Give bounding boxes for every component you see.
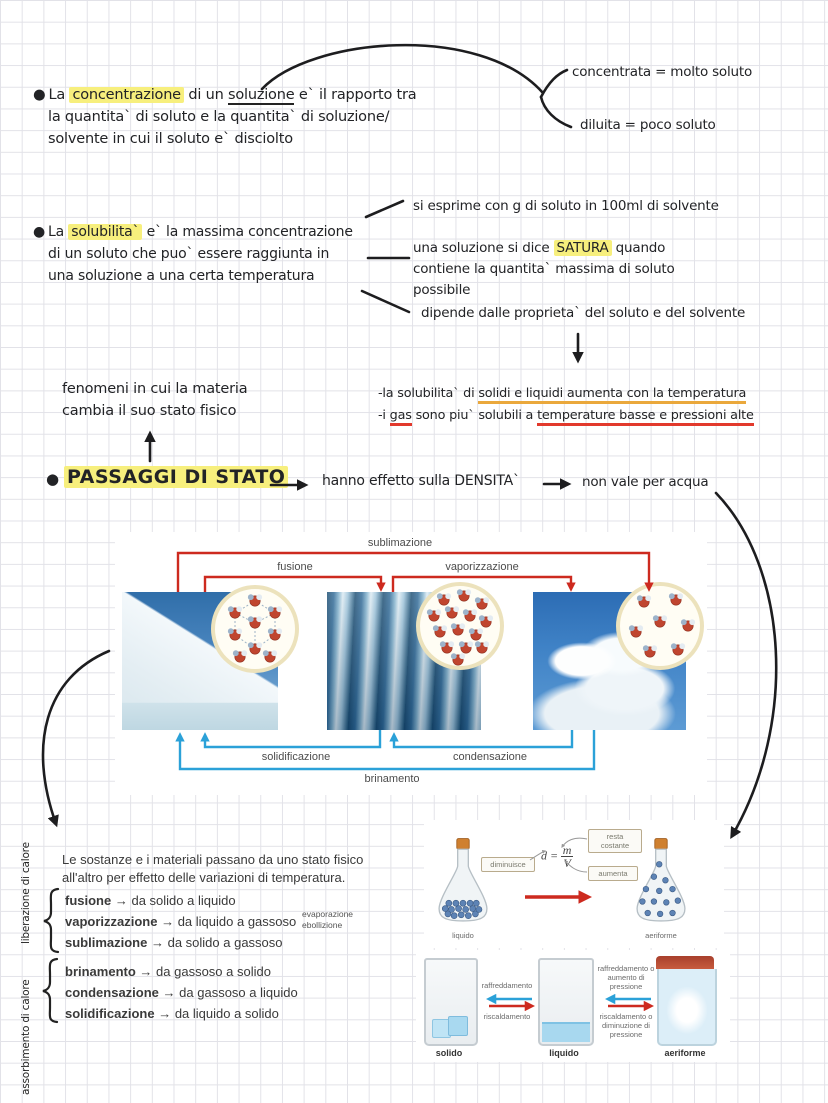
cooling-pressure-label: raffreddamento o aumento di pressione [597,964,655,991]
bullet-icon: ● [33,224,46,240]
density-formula [541,845,573,868]
gas-state-label: aeriforme [664,1048,706,1058]
formula-equals: = [550,848,559,863]
transition-name: condensazione [65,985,159,1000]
formula-m: m [562,843,572,857]
note-text: di un [183,87,228,103]
cooling-label: raffreddamento [481,981,533,990]
water-exception-note: non vale per acqua [582,474,709,490]
transition-row-solidificazione [65,1006,279,1021]
note-text: -la solubilita` di [378,386,479,401]
vaporization-label: vaporizzazione [445,561,519,573]
liquid-beaker [538,958,594,1046]
transition-desc: → da solido a gassoso [150,935,283,950]
heating-pressure-label: riscaldamento o diminuzione di pressione [599,1012,653,1039]
depends-note: dipende dalle proprieta` del soluto e del solvente [421,305,746,321]
note-text: solvente in cui il soluto e` disciolto [48,131,293,147]
right-curved-arrow [716,493,776,836]
liquid-flask [432,836,494,928]
transition-name: vaporizzazione [65,914,158,929]
passaggi-title [64,466,288,488]
concentration-note [33,84,416,150]
highlighted-term: solubilita` [68,224,142,240]
heat-release-label: liberazione di calore [20,842,32,944]
note-text: sono piu` solubili a [411,408,538,423]
transition-row-fusione [65,893,236,908]
orange-underlined-text: solidi e liquidi aumenta con la temperatura [478,386,746,404]
transition-desc: → da liquido a gassoso [161,914,297,929]
note-text: e` la massima concentrazione [142,224,353,240]
note-text: possibile [413,282,471,298]
note-text: cambia il suo stato fisico [62,403,237,419]
connector-line [366,201,403,217]
density-effect-note: hanno effetto sulla DENSITA` [322,473,520,489]
jar-lid [656,956,714,969]
ice-cube [448,1016,468,1036]
transition-name: solidificazione [65,1006,155,1021]
transition-name: fusione [65,893,112,908]
note-text: contiene la quantita` massima di soluto [413,261,675,277]
fusion-label: fusione [277,561,313,573]
side-note-text: evaporazione [302,909,354,919]
transition-desc: → da liquido a solido [158,1006,279,1021]
transition-name: brinamento [65,964,136,979]
note-text: di un soluto che puo` essere raggiunta in [48,246,330,262]
transition-row-vaporizzazione [65,914,296,929]
note-text: La [48,224,69,240]
diluted-label: diluita = poco soluto [580,117,716,133]
highlighted-title: PASSAGGI DI STATO [64,466,288,488]
gas-flask-label: aeriforme [645,931,677,940]
constant-box: resta costante [588,829,642,853]
solubility-note [33,221,353,287]
solid-molecules-inset [209,583,301,675]
jar-body [657,969,717,1046]
solid-state-label: solido [435,1048,463,1058]
note-text: La [48,87,70,103]
brace-group1 [44,889,58,952]
solid-beaker [424,958,478,1046]
bullet-icon: ● [33,87,46,103]
solidification-label: solidificazione [261,751,331,763]
note-text: e` il rapporto tra [294,87,417,103]
underlined-term: soluzione [227,87,295,103]
note-text: fenomeni in cui la materia [62,381,248,397]
transition-row-sublimazione [65,935,283,950]
liquid-flask-label: liquido [452,931,474,940]
side-note-text: ebollizione [302,920,343,930]
note-text: -i [378,408,390,423]
brace-group2 [43,959,57,1022]
heating-label: riscaldamento [483,1012,531,1021]
deposition-label: brinamento [364,773,420,785]
intro-text: all'altro per effetto delle variazioni di temperatura. [62,870,346,885]
liquid-level [542,1022,590,1042]
vaporization-side-note [302,909,353,931]
highlighted-term: SATURA [554,240,612,256]
transition-row-condensazione [65,985,298,1000]
note-text: quando [611,240,666,256]
sublimation-label: sublimazione [367,537,433,549]
note-text: la quantita` di soluto e la quantita` di soluzione/ [48,109,390,125]
saturated-note [413,238,675,301]
formula-v: V [563,856,571,870]
solubility-rules [378,383,754,427]
highlighted-term: concentrazione [69,87,183,103]
transition-desc: → da gassoso a liquido [162,985,298,1000]
liquid-state-label: liquido [549,1048,579,1058]
gas-jar [656,956,714,1044]
increases-box: aumenta [588,866,638,881]
expression-note: si esprime con g di soluto in 100ml di solvente [413,198,719,214]
transition-row-brinamento [65,964,271,979]
transition-desc: → da gassoso a solido [139,964,271,979]
gas-molecules-inset [614,580,706,672]
transitions-intro [62,851,363,887]
condensation-label: condensazione [452,751,527,763]
intro-text: Le sostanze e i materiali passano da uno stato fisico [62,852,364,867]
decreases-box: diminuisce [481,857,535,872]
liquid-molecules-inset [414,580,506,672]
red-underlined-text: gas [390,408,412,426]
bullet-icon: ● [46,470,59,488]
heat-absorb-label: assorbimento di calore [20,979,32,1095]
phenomena-note [62,378,247,422]
transition-name: sublimazione [65,935,148,950]
connector-line [362,291,409,312]
red-underlined-text: temperature basse e pressioni alte [537,408,754,426]
formula-d: d [541,848,547,863]
note-text: una soluzione si dice [413,240,554,256]
left-curved-arrow [43,651,109,824]
concentrated-label: concentrata = molto soluto [572,64,753,80]
transition-desc: → da solido a liquido [114,893,236,908]
fork-upper [541,70,567,97]
fork-lower [541,97,571,127]
note-text: una soluzione a una certa temperatura [48,268,315,284]
